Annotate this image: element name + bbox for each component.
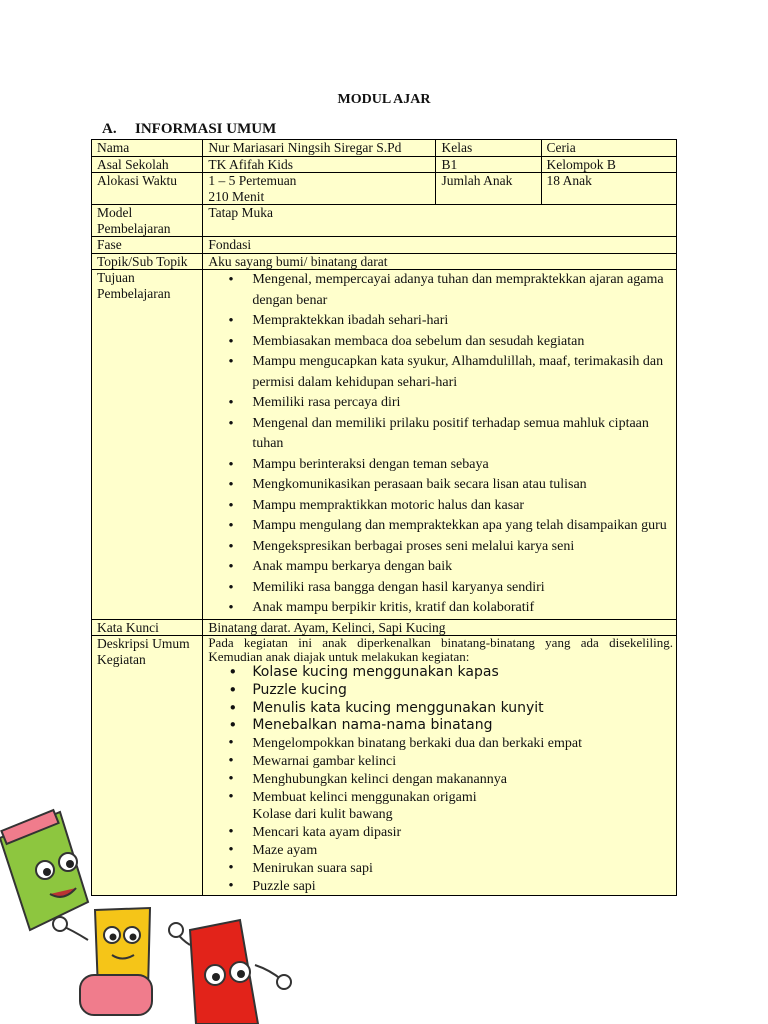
kegiatan-item: • Mewarnai gambar kelinci	[252, 753, 676, 771]
tujuan-item: • Memiliki rasa percaya diri	[252, 393, 672, 414]
model-value: Tatap Muka	[203, 205, 677, 237]
tujuan-item: • Memiliki rasa bangga dengan hasil karyanya sendiri	[252, 578, 672, 599]
document-title: MODUL AJAR	[337, 92, 431, 107]
kegiatan-item: • Menghubungkan kelinci dengan makanannya	[252, 771, 676, 789]
table-row	[92, 173, 677, 205]
model-label	[92, 205, 203, 237]
deskripsi-label-line2: Kegiatan	[97, 651, 146, 667]
deskripsi-label-line1: Deskripsi Umum	[97, 636, 190, 651]
table-row	[92, 156, 677, 173]
kegiatan-item: • Menirukan suara sapi	[252, 860, 676, 878]
jumlah-label: Jumlah Anak	[436, 173, 541, 205]
tujuan-item: • Membiasakan membaca doa sebelum dan sesudah kegiatan	[252, 332, 672, 353]
model-label-line1: Model	[97, 205, 133, 220]
kata-kunci-value: Binatang darat. Ayam, Kelinci, Sapi Kucing	[203, 619, 677, 636]
kegiatan-item: • Puzzle kucing	[252, 682, 676, 700]
deskripsi-intro: Pada kegiatan ini anak diperkenalkan binatang-binatang yang ada disekeliling. Kemudian anak diajak untuk melakukan kegiatan:	[208, 635, 673, 664]
nama-label: Nama	[92, 140, 203, 157]
tujuan-item: • Anak mampu berpikir kritis, kratif dan kolaboratif	[252, 598, 672, 619]
tujuan-item: • Mengenal, mempercayai adanya tuhan dan mempraktekkan ajaran agama dengan benar	[252, 270, 672, 311]
green-crayon-icon	[0, 810, 88, 930]
tujuan-item: • Mempraktekkan ibadah sehari-hari	[252, 311, 672, 332]
tujuan-item: • Anak mampu berkarya dengan baik	[252, 557, 672, 578]
alokasi-label: Alokasi Waktu	[92, 173, 203, 205]
alokasi-menit: 210 Menit	[208, 188, 265, 204]
model-label-line2: Pembelajaran	[97, 220, 171, 236]
kata-kunci-label: Kata Kunci	[92, 619, 203, 636]
section-number: A.	[102, 121, 117, 137]
sekolah-value: TK Afifah Kids	[203, 156, 436, 173]
yellow-crayon-icon	[53, 908, 152, 1015]
section-heading	[102, 121, 276, 138]
kegiatan-item: • Maze ayam	[252, 842, 676, 860]
table-row	[92, 253, 677, 270]
table-row	[92, 270, 677, 620]
alokasi-value	[203, 173, 436, 205]
alokasi-pertemuan: 1 – 5 Pertemuan	[208, 173, 297, 188]
jumlah-value: 18 Anak	[541, 173, 677, 205]
tujuan-cell	[203, 270, 677, 620]
tujuan-item: • Mengkomunikasikan perasaan baik secara lisan atau tulisan	[252, 475, 672, 496]
nama-value: Nur Mariasari Ningsih Siregar S.Pd	[203, 140, 436, 157]
tujuan-item: • Mampu mempraktikkan motoric halus dan kasar	[252, 496, 672, 517]
section-label: INFORMASI UMUM	[135, 121, 277, 137]
sekolah-label: Asal Sekolah	[92, 156, 203, 173]
table-row	[92, 619, 677, 636]
fase-label: Fase	[92, 237, 203, 254]
kelas-value: Ceria	[541, 140, 677, 157]
crayon-characters-illustration	[0, 790, 330, 1024]
tujuan-item: • Mengekspresikan berbagai proses seni melalui karya seni	[252, 537, 672, 558]
fase-value: Fondasi	[203, 237, 677, 254]
b1-label: B1	[436, 156, 541, 173]
kegiatan-item: • Mengelompokkan binatang berkaki dua dan berkaki empat	[252, 735, 676, 753]
tujuan-label	[92, 270, 203, 620]
table-row	[92, 205, 677, 237]
tujuan-item: • Mampu berinteraksi dengan teman sebaya	[252, 455, 672, 476]
kegiatan-item: • Membuat kelinci menggunakan origami	[252, 789, 676, 807]
info-table	[91, 139, 677, 896]
topik-value: Aku sayang bumi/ binatang darat	[203, 253, 677, 270]
topik-label: Topik/Sub Topik	[92, 253, 203, 270]
kegiatan-item: Kolase dari kulit bawang	[252, 807, 393, 823]
tujuan-label-line1: Tujuan	[97, 270, 135, 285]
kegiatan-item: • Menulis kata kucing menggunakan kunyit	[252, 700, 676, 718]
kegiatan-item: • Kolase kucing menggunakan kapas	[252, 664, 676, 682]
tujuan-label-line2: Pembelajaran	[97, 285, 171, 301]
kegiatan-item: • Mencari kata ayam dipasir	[252, 824, 676, 842]
kelompok-value: Kelompok B	[541, 156, 677, 173]
tujuan-item: • Mengenal dan memiliki prilaku positif terhadap semua mahluk ciptaan tuhan	[252, 414, 672, 455]
tujuan-item: • Mampu mengucapkan kata syukur, Alhamdulillah, maaf, terimakasih dan permisi dalam kehidupan sehari-hari	[252, 352, 672, 393]
red-crayon-icon	[169, 920, 291, 1024]
tujuan-list	[208, 270, 676, 619]
table-row	[92, 140, 677, 157]
tujuan-item: • Mampu mengulang dan mempraktekkan apa yang telah disampaikan guru	[252, 516, 672, 537]
kelas-label: Kelas	[436, 140, 541, 157]
table-row	[92, 237, 677, 254]
kegiatan-item: • Menebalkan nama-nama binatang	[252, 717, 676, 735]
kegiatan-item: • Puzzle sapi	[252, 878, 676, 896]
